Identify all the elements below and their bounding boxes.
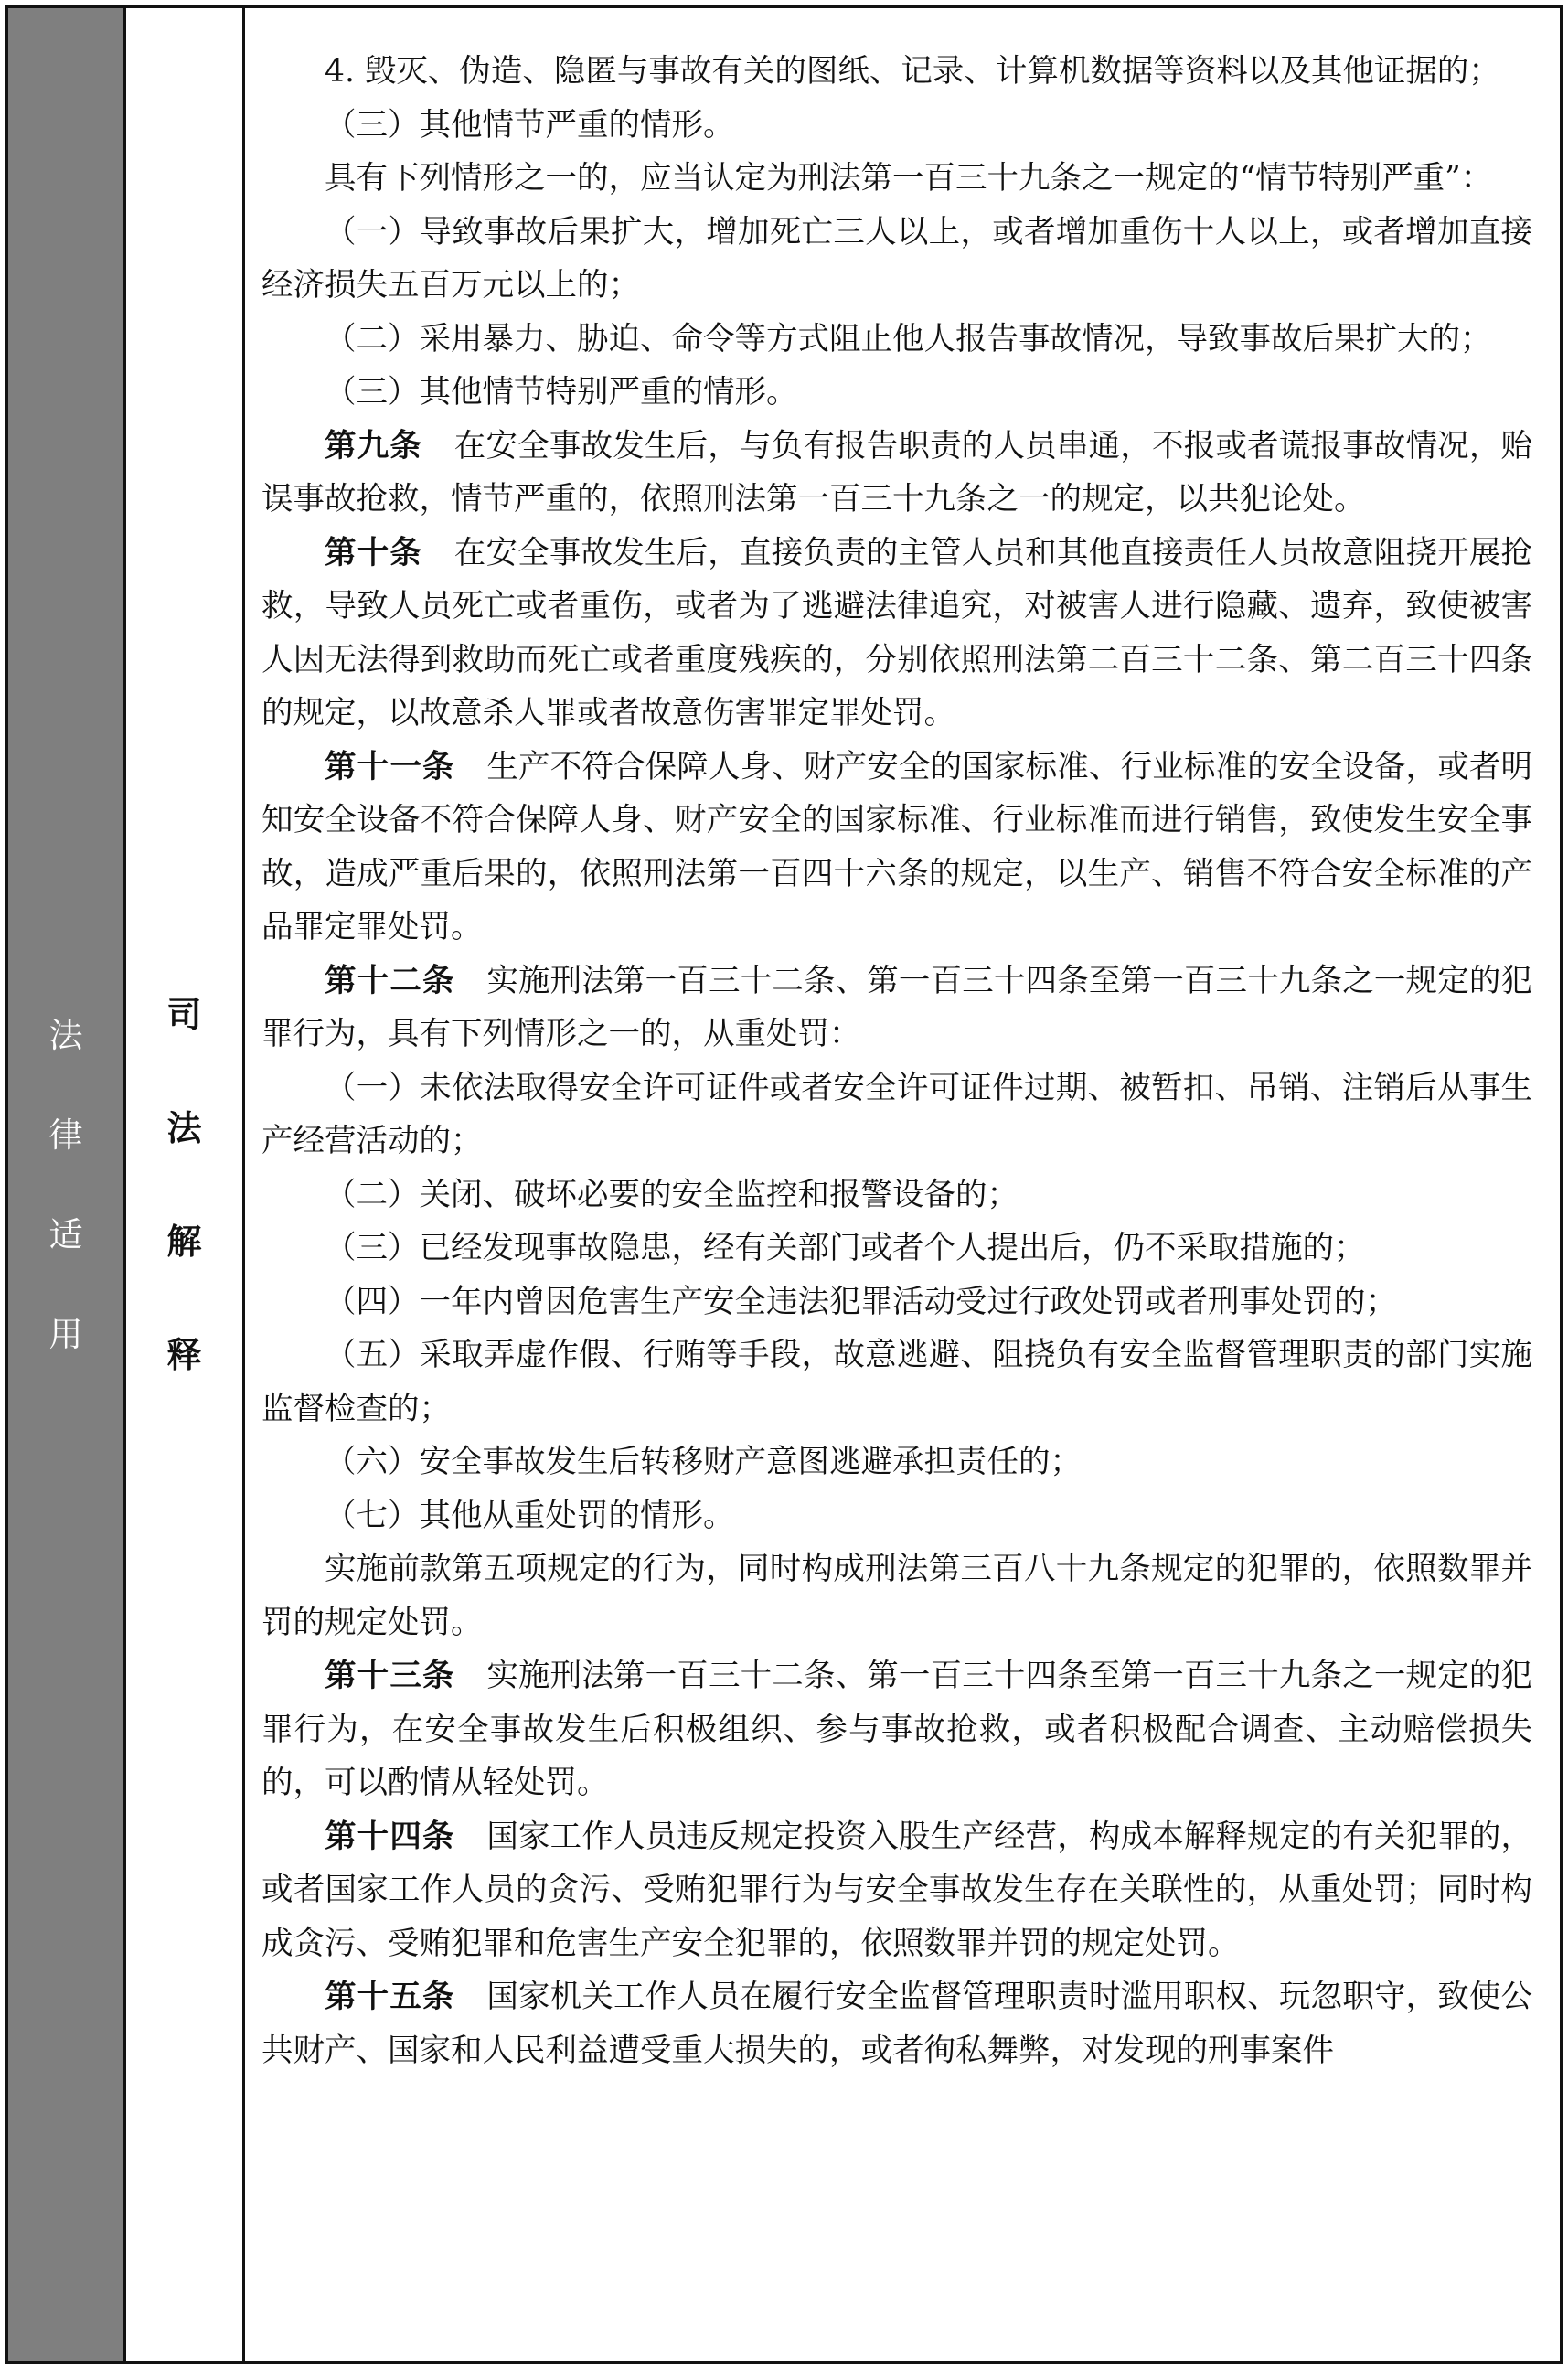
- text-paragraph: [261, 1329, 1532, 1435]
- judicial-interpretation-column: [126, 8, 245, 2361]
- paragraph-text: 国家机关工作人员在履行安全监督管理职责时滥用职权、玩忽职守，致使公共财产、国家和人民利益遭受重大损失的，或者徇私舞弊，对发现的刑事案件: [261, 1979, 1533, 2069]
- text-paragraph: [261, 1062, 1532, 1168]
- article-number: 第十四条: [325, 1818, 455, 1855]
- text-paragraph: [261, 313, 1532, 367]
- paragraph-text: 国家工作人员违反规定投资入股生产经营，构成本解释规定的有关犯罪的，或者国家工作人员的贪污、受贿犯罪行为与安全事故发生存在关联性的，从重处罚；同时构成贪污、受贿犯罪和危害生产安全犯罪的，依照数罪并罚的规定处罚。: [261, 1818, 1533, 1962]
- paragraph-text: （一）导致事故后果扩大，增加死亡三人以上，或者增加重伤十人以上，或者增加直接经济损失五百万元以上的；: [261, 213, 1532, 304]
- paragraph-text: （一）未依法取得安全许可证件或者安全许可证件过期、被暂扣、吊销、注销后从事生产经营活动的；: [261, 1069, 1532, 1159]
- paragraph-text: （四）一年内曾因危害生产安全违法犯罪活动受过行政处罚或者刑事处罚的；: [325, 1283, 1397, 1320]
- article-number: 第十五条: [325, 1979, 455, 2015]
- paragraph-text: （二）关闭、破坏必要的安全监控和报警设备的；: [325, 1176, 1019, 1213]
- article-number: 第十条: [325, 534, 423, 571]
- law-application-column: [8, 8, 126, 2361]
- article-paragraph: [261, 1970, 1532, 2077]
- article-paragraph: [261, 1649, 1532, 1810]
- paragraph-text: （三）其他情节特别严重的情形。: [325, 374, 798, 411]
- article-number: 第十三条: [325, 1658, 455, 1694]
- law-application-char: 法: [48, 1015, 83, 1055]
- paragraph-text: 在安全事故发生后，直接负责的主管人员和其他直接责任人员故意阻挠开展抢救，导致人员死亡或者重伤，或者为了逃避法律追究，对被害人进行隐藏、遗弃，致使被害人因无法得到救助而死亡或者重度残疾的，分别依照刑法第二百三十二条、第二百三十四条的规定，以故意杀人罪或者故意伤害罪定罪处罚。: [261, 534, 1533, 731]
- article-number: 第十一条: [325, 748, 455, 785]
- text-paragraph: [261, 152, 1532, 206]
- text-paragraph: [261, 206, 1532, 313]
- text-paragraph: [261, 366, 1532, 420]
- article-paragraph: [261, 1810, 1532, 1971]
- law-application-char: 用: [48, 1314, 83, 1354]
- judicial-interpretation-char: 释: [166, 1334, 202, 1375]
- interpretation-text: [245, 8, 1560, 2361]
- judicial-interpretation-char: 法: [166, 1107, 202, 1148]
- paragraph-text: （七）其他从重处罚的情形。: [325, 1497, 735, 1534]
- text-paragraph: [261, 1542, 1532, 1649]
- text-paragraph: [261, 1168, 1532, 1222]
- paragraph-text: 实施刑法第一百三十二条、第一百三十四条至第一百三十九条之一规定的犯罪行为，具有下列情形之一的，从重处罚：: [261, 962, 1533, 1052]
- paragraph-text: 实施前款第五项规定的行为，同时构成刑法第三百八十九条规定的犯罪的，依照数罪并罚的规定处罚。: [261, 1551, 1532, 1641]
- judicial-interpretation-char: 司: [166, 994, 202, 1035]
- article-number: 第十二条: [325, 962, 455, 999]
- paragraph-text: 生产不符合保障人身、财产安全的国家标准、行业标准的安全设备，或者明知安全设备不符合保障人身、财产安全的国家标准、行业标准而进行销售，致使发生安全事故，造成严重后果的，依照刑法第一百四十六条的规定，以生产、销售不符合安全标准的产品罪定罪处罚。: [261, 748, 1533, 945]
- paragraph-text: （二）采用暴力、胁迫、命令等方式阻止他人报告事故情况，导致事故后果扩大的；: [325, 320, 1492, 357]
- paragraph-text: 具有下列情形之一的，应当认定为刑法第一百三十九条之一规定的“情节特别严重”：: [325, 160, 1493, 197]
- article-paragraph: [261, 420, 1532, 527]
- paragraph-text: 实施刑法第一百三十二条、第一百三十四条至第一百三十九条之一规定的犯罪行为，在安全事故发生后积极组织、参与事故抢救，或者积极配合调查、主动赔偿损失的，可以酌情从轻处罚。: [261, 1658, 1533, 1801]
- law-application-char: 律: [48, 1115, 83, 1155]
- paragraph-text: 4. 毁灭、伪造、隐匿与事故有关的图纸、记录、计算机数据等资料以及其他证据的；: [325, 53, 1500, 90]
- text-paragraph: [261, 1275, 1532, 1329]
- law-application-char: 适: [48, 1214, 83, 1254]
- article-paragraph: [261, 527, 1532, 741]
- text-paragraph: [261, 1489, 1532, 1543]
- paragraph-text: （三）其他情节严重的情形。: [325, 106, 735, 144]
- judicial-interpretation-char: 解: [166, 1221, 202, 1262]
- article-paragraph: [261, 955, 1532, 1062]
- text-paragraph: [261, 99, 1532, 153]
- article-paragraph: [261, 741, 1532, 955]
- text-paragraph: [261, 1435, 1532, 1489]
- text-paragraph: [261, 1222, 1532, 1275]
- text-paragraph: [261, 45, 1532, 99]
- paragraph-text: （六）安全事故发生后转移财产意图逃避承担责任的；: [325, 1444, 1082, 1480]
- article-number: 第九条: [325, 427, 423, 464]
- law-table: [5, 5, 1563, 2364]
- paragraph-text: （三）已经发现事故隐患，经有关部门或者个人提出后，仍不采取措施的；: [325, 1230, 1366, 1266]
- paragraph-text: （五）采取弄虚作假、行贿等手段，故意逃避、阻挠负有安全监督管理职责的部门实施监督检查的；: [261, 1337, 1532, 1427]
- paragraph-text: 在安全事故发生后，与负有报告职责的人员串通，不报或者谎报事故情况，贻误事故抢救，情节严重的，依照刑法第一百三十九条之一的规定，以共犯论处。: [261, 427, 1533, 518]
